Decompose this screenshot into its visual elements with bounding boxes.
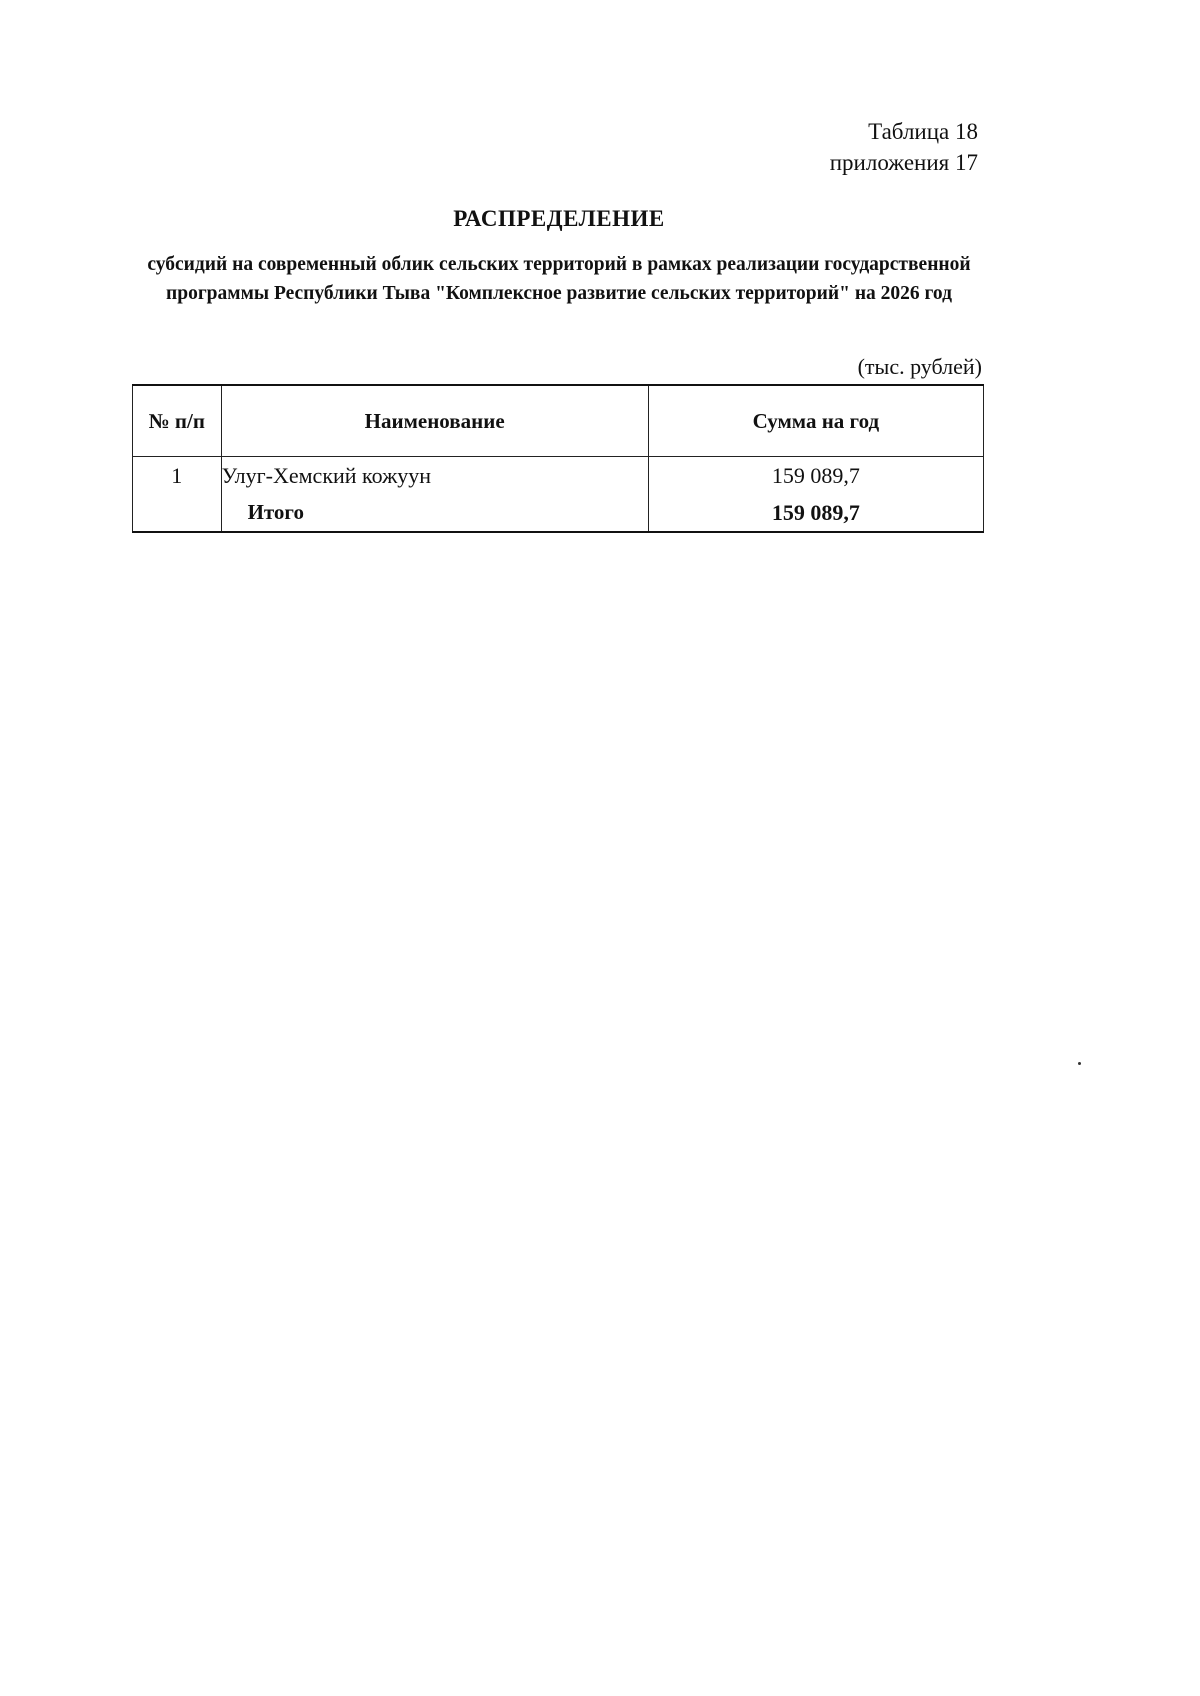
document-subtitle: субсидий на современный облик сельских территорий в рамках реализации государственной программы Республики Тыва "Комплексное развитие сельских территорий" на 2026 год xyxy=(147,254,971,304)
appendix-number: приложения 17 xyxy=(829,150,978,175)
distribution-table xyxy=(132,384,984,533)
row-sum: 159 089,7 xyxy=(648,457,983,495)
column-header-sum: Сумма на год xyxy=(648,385,983,457)
document-title: РАСПРЕДЕЛЕНИЕ xyxy=(453,206,665,231)
row-number: 1 xyxy=(133,457,222,533)
total-row xyxy=(133,494,984,532)
total-sum: 159 089,7 xyxy=(648,494,983,532)
column-header-number: № п/п xyxy=(133,385,222,457)
table-number: Таблица 18 xyxy=(868,119,978,144)
row-name: Улуг-Хемский кожуун xyxy=(221,457,648,495)
table-reference xyxy=(830,116,978,178)
total-label: Итого xyxy=(221,494,648,532)
scan-speck xyxy=(1078,1062,1081,1065)
units-label: (тыс. рублей) xyxy=(857,354,982,379)
table-row xyxy=(133,457,984,495)
column-header-name: Наименование xyxy=(221,385,648,457)
table-header-row xyxy=(133,385,984,457)
